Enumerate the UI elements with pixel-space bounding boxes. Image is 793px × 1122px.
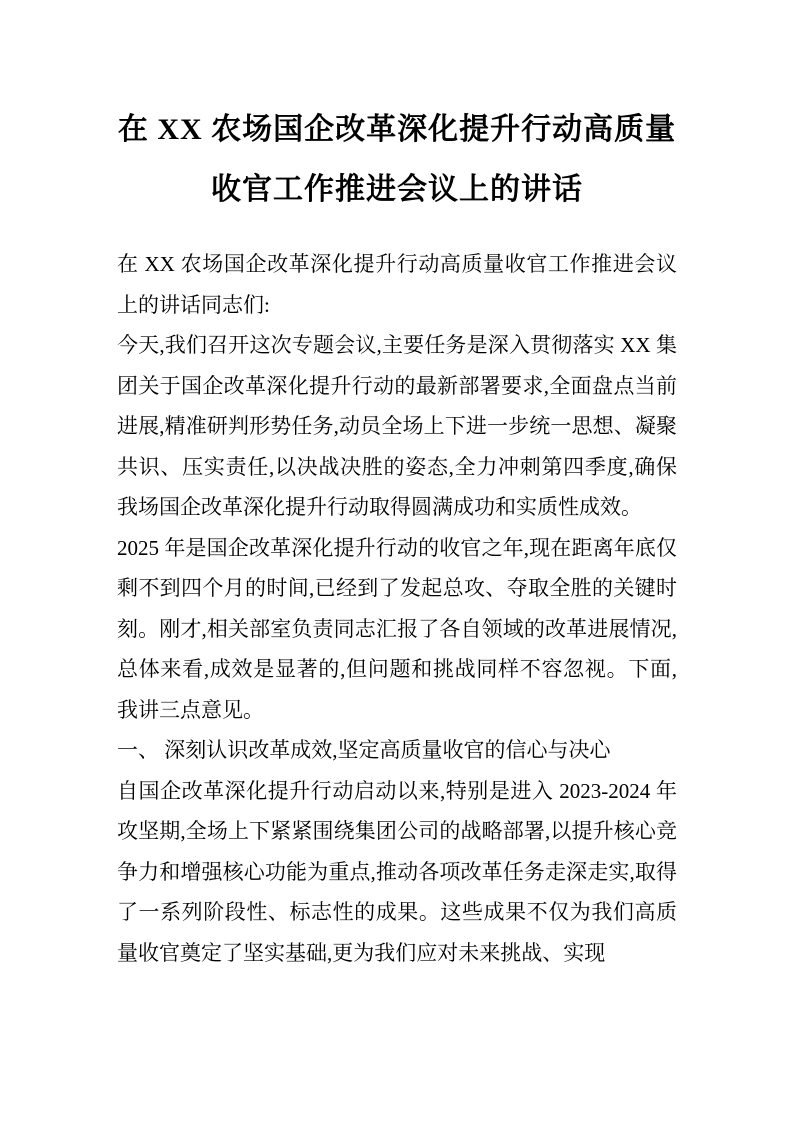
section-heading: 一、 深刻认识改革成效,坚定高质量收官的信心与决心 xyxy=(117,738,611,762)
document-body xyxy=(117,244,677,973)
document-title: 在 XX 农场国企改革深化提升行动高质量收官工作推进会议上的讲话 xyxy=(117,113,677,206)
paragraph: 在 XX 农场国企改革深化提升行动高质量收官工作推进会议上的讲话同志们: xyxy=(117,252,677,317)
paragraph: 2025 年是国企改革深化提升行动的收官之年,现在距离年底仅剩不到四个月的时间,已经到了发起总攻、夺取全胜的关键时刻。刚才,相关部室负责同志汇报了各自领域的改革进展情况,总体来看,成效是显著的,但问题和挑战同样不容忽视。下面,我讲三点意见。 xyxy=(117,535,677,722)
paragraph: 自国企改革深化提升行动启动以来,特别是进入 2023-2024 年攻坚期,全场上下紧紧围绕集团公司的战略部署,以提升核心竞争力和增强核心功能为重点,推动各项改革任务走深走实,取得了一系列阶段性、标志性的成果。这些成果不仅为我们高质量收官奠定了坚实基础,更为我们应对未来挑战、实现 xyxy=(117,778,677,965)
paragraph: 今天,我们召开这次专题会议,主要任务是深入贯彻落实 XX 集团关于国企改革深化提升行动的最新部署要求,全面盘点当前进展,精准研判形势任务,动员全场上下进一步统一思想、凝聚共识、压实责任,以决战决胜的姿态,全力冲刺第四季度,确保我场国企改革深化提升行动取得圆满成功和实质性成效。 xyxy=(117,333,677,519)
